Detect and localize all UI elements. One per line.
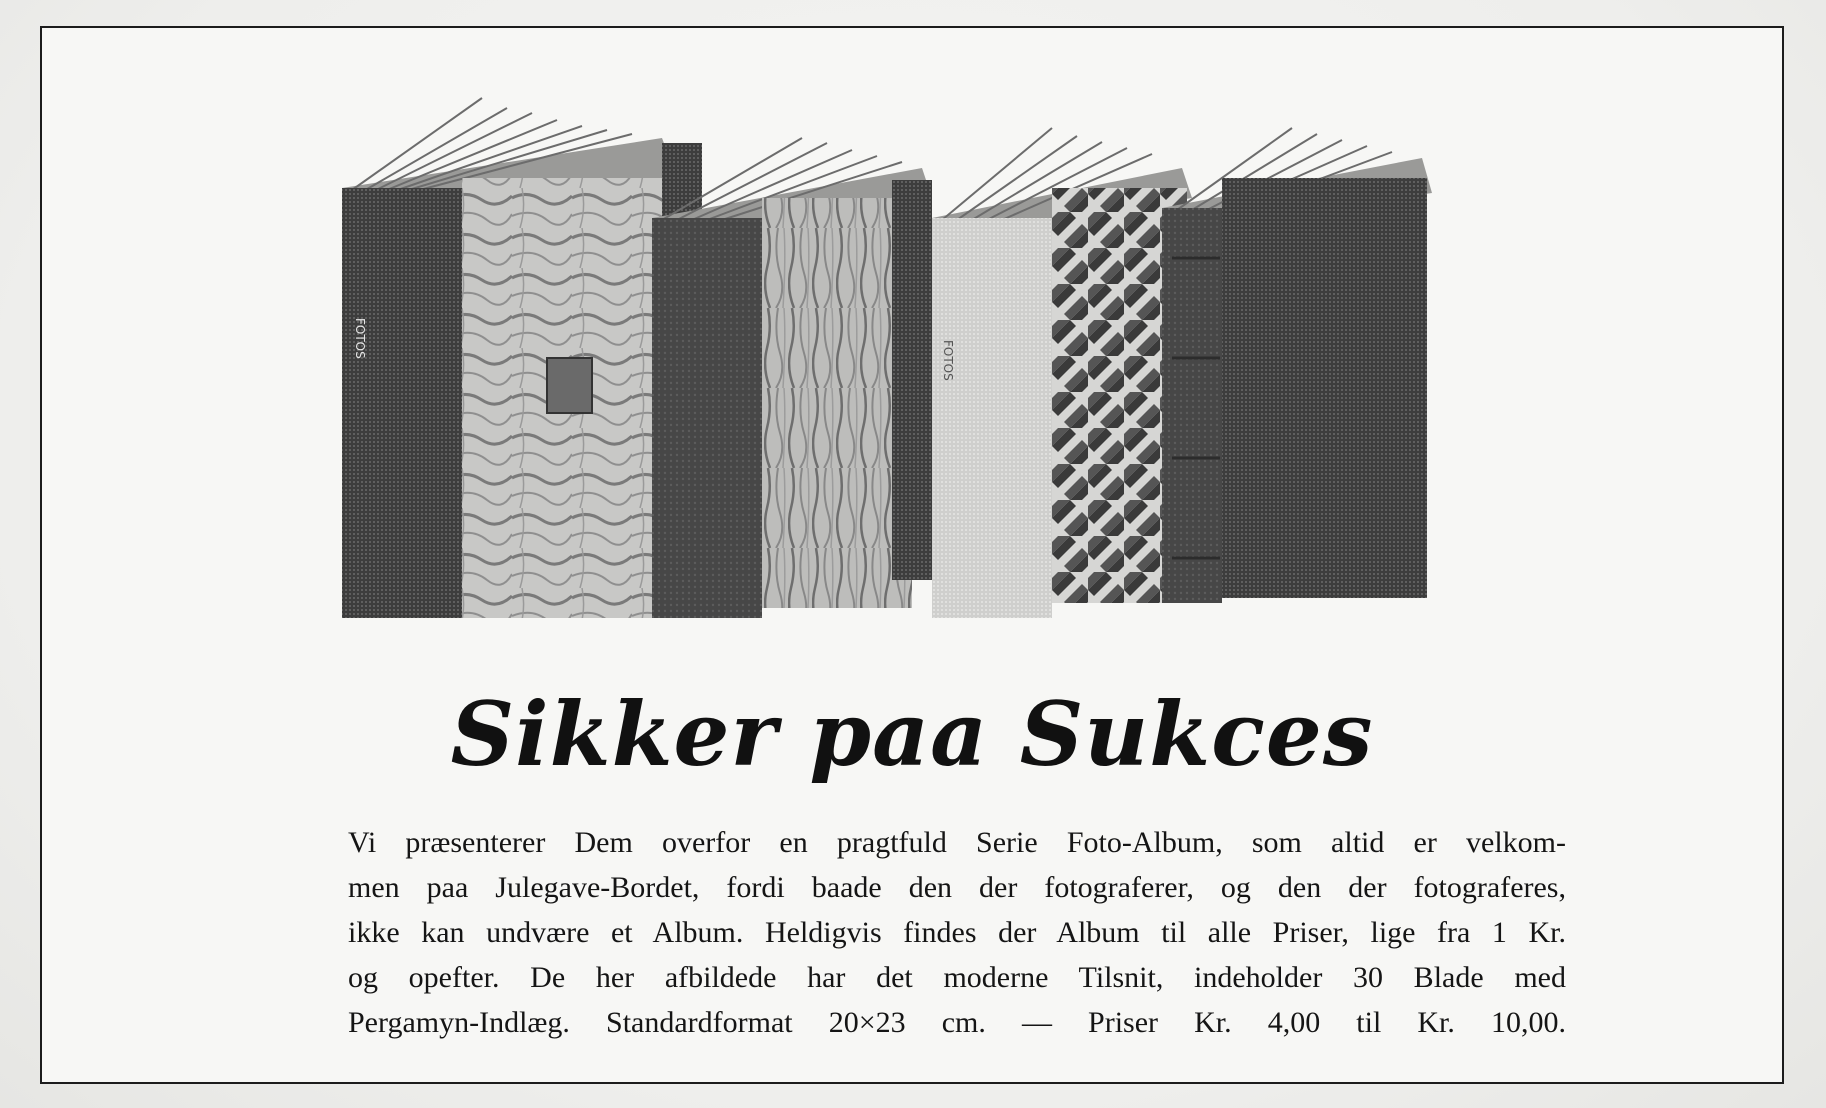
album-1-spine-label: FOTOS [353,318,367,359]
body-line-3: ikke kan undvære et Album. Heldigvis findes der Album til alle Priser, lige fra 1 Kr. [348,916,1566,949]
advertisement-frame [40,26,1784,1084]
album-3-spine-label: FOTOS [941,340,955,381]
body-line-5: Pergamyn-Indlæg. Standardformat 20×23 cm. — Priser Kr. 4,00 til Kr. 10,00. [348,1006,1566,1039]
body-line-2: men paa Julegave-Bordet, fordi baade den der fotograferer, og den der fotograferes, [348,871,1566,904]
album-4 [1162,128,1432,603]
photo-albums-illustration [332,68,1602,648]
body-line-1: Vi præsenterer Dem overfor en pragtfuld Serie Foto-Album, som altid er velkom- [348,826,1566,859]
album-1 [342,98,702,618]
body-line-4: og opefter. De her afbildede har det moderne Tilsnit, indeholder 30 Blade med [348,961,1566,994]
body-copy [348,820,1566,1045]
headline: Sikker paa Sukces [450,682,1374,786]
album-3 [932,128,1192,618]
